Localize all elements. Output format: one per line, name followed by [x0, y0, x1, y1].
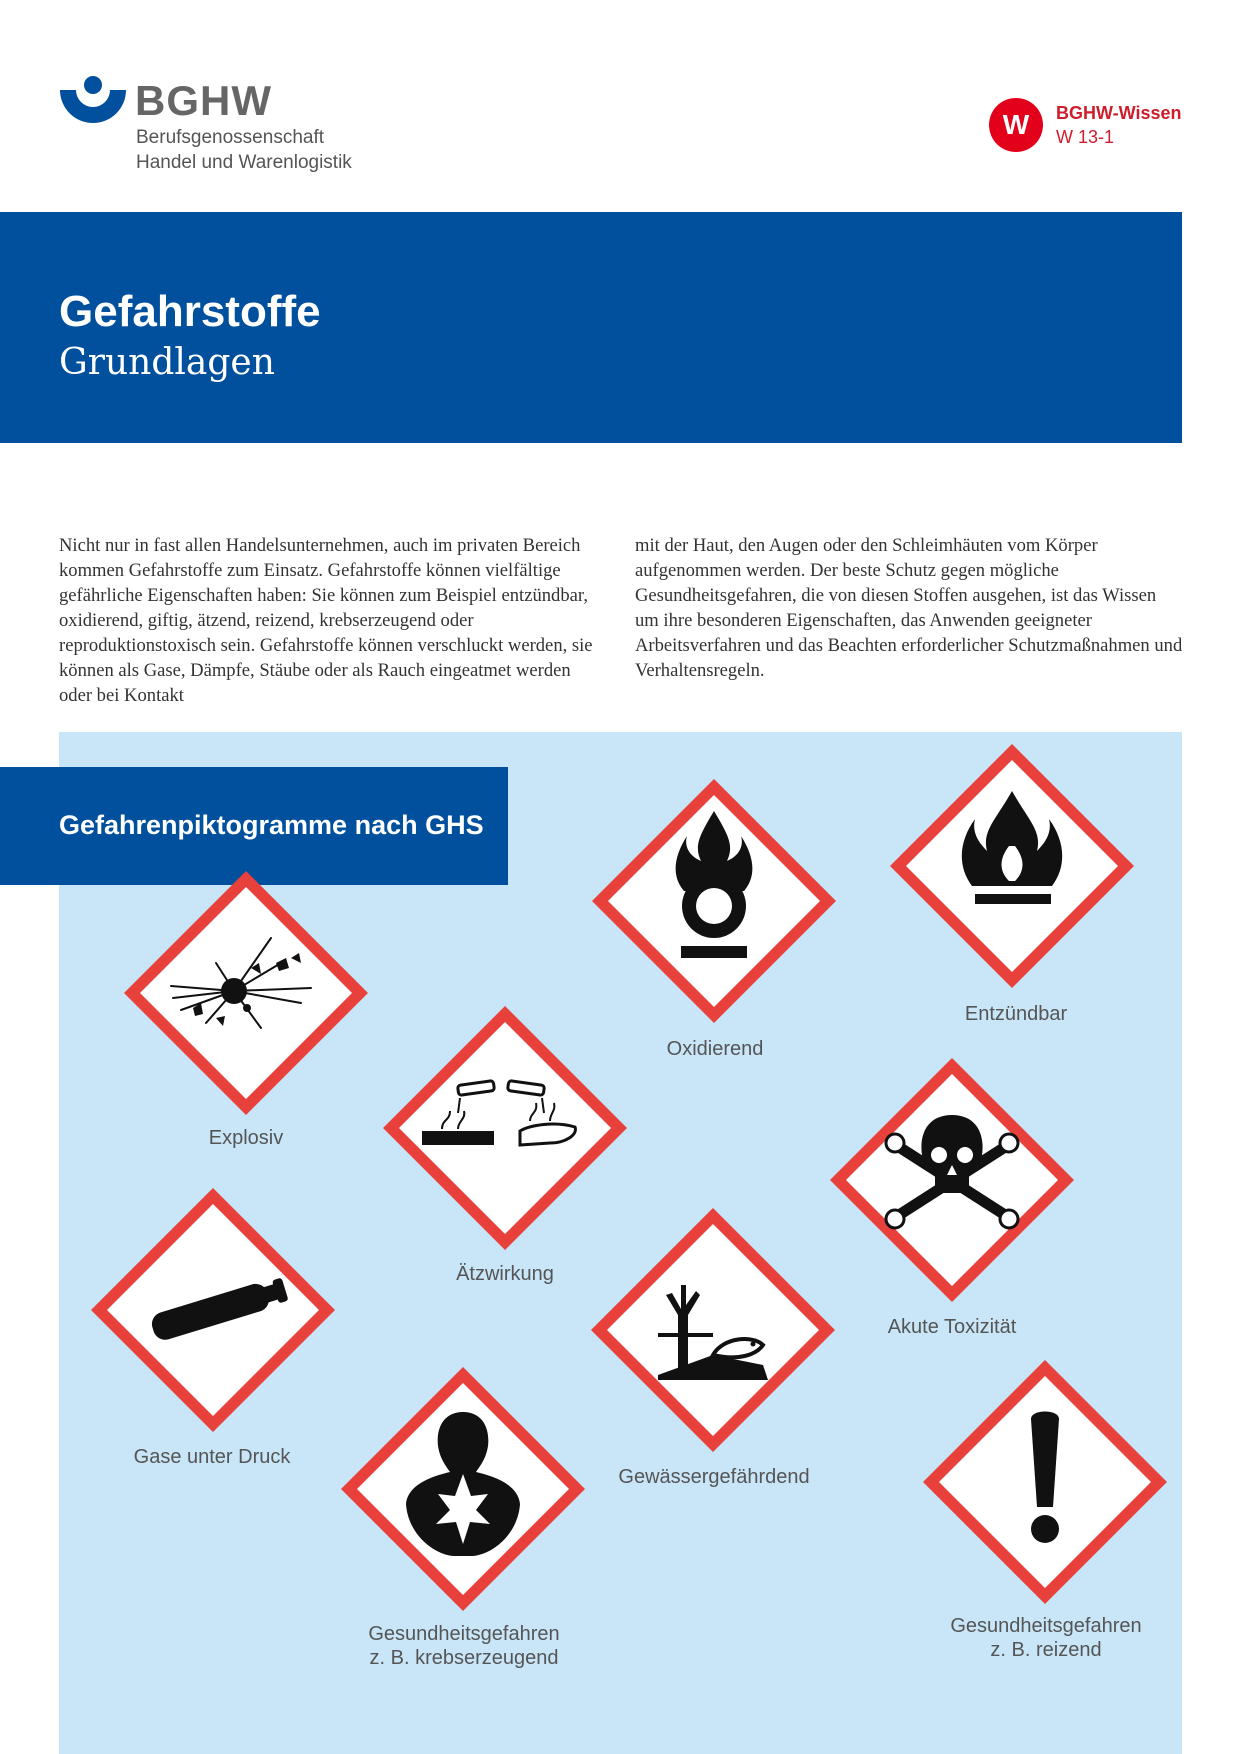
label-corrosive: Ätzwirkung [456, 1263, 554, 1285]
ghs-health-hazard-pictogram [338, 1364, 588, 1614]
label-aquatic-hazard: Gewässergefährdend [618, 1466, 810, 1488]
ghs-exclamation-pictogram [920, 1357, 1170, 1607]
health-hazard-icon [338, 1364, 588, 1614]
ghs-toxic-pictogram [827, 1055, 1077, 1305]
page-title: Gefahrstoffe [59, 287, 321, 336]
intro-column-right [635, 533, 1183, 683]
dead-tree-fish-icon [588, 1205, 838, 1455]
wissen-badge-icon: W [989, 98, 1043, 152]
label-flammable: Entzündbar [964, 1003, 1068, 1025]
intro-column-left [59, 533, 607, 708]
ghs-oxidizing-pictogram [589, 776, 839, 1026]
label-irritant-line1: Gesundheitsgefahren [950, 1615, 1142, 1637]
gas-cylinder-icon [88, 1185, 338, 1435]
label-health-hazard-line2: z. B. krebserzeugend [369, 1647, 559, 1669]
label-irritant-line2: z. B. reizend [990, 1639, 1102, 1661]
label-gas-under-pressure: Gase unter Druck [133, 1446, 291, 1468]
ghs-gas-cylinder-pictogram [88, 1185, 338, 1435]
flame-icon [887, 741, 1137, 991]
ghs-environment-pictogram [588, 1205, 838, 1455]
section-title: Gefahrenpiktogramme nach GHS [59, 810, 484, 840]
ghs-explosive-pictogram [121, 868, 371, 1118]
flame-over-circle-icon [589, 776, 839, 1026]
badge-title: BGHW-Wissen [1056, 103, 1182, 123]
badge-code: W 13-1 [1056, 127, 1115, 147]
page-subtitle: Grundlagen [59, 342, 275, 383]
intro-paragraph-right: mit der Haut, den Augen oder den Schleimhäuten vom Körper aufgenommen werden. Der beste Schutz gegen mögliche Gesundheitsgefahren, die von diesen Stoffen ausgehen, ist das Wissen um ihre besonderen Eigenschaften, das Anwenden geeigneter Arbeitsverfahren und das Beachten erforderlicher Schutzmaßnahmen und Verhaltensregeln. [635, 535, 1183, 681]
intro-paragraph-left: Nicht nur in fast allen Handelsunternehmen, auch im privaten Bereich kommen Gefahrstoffe zum Einsatz. Gefahrstoffe können vielfältige gefährliche Eigenschaften haben: Sie können zum Beispiel entzündbar, oxidierend, giftig, ätzend, reizend, krebserzeugend oder reproduktionstoxisch sein. Gefahrstoffe können verschluckt werden, sie können als Gase, Dämpfe, Stäube oder als Rauch eingeatmet werden oder bei Kontakt [59, 535, 593, 706]
label-health-hazard-line1: Gesundheitsgefahren [368, 1623, 560, 1645]
label-oxidizing: Oxidierend [666, 1038, 764, 1060]
label-explosive: Explosiv [208, 1127, 284, 1149]
logo-subtitle-line2: Handel und Warenlogistik [136, 152, 352, 173]
skull-crossbones-icon [827, 1055, 1077, 1305]
logo-subtitle-line1: Berufsgenossenschaft [136, 127, 325, 148]
label-acute-toxicity: Akute Toxizität [887, 1316, 1017, 1338]
ghs-flammable-pictogram [887, 741, 1137, 991]
logo-name: BGHW [135, 77, 272, 124]
explosive-icon [121, 868, 371, 1118]
bghw-logo-icon [58, 76, 128, 126]
exclamation-mark-icon [920, 1357, 1170, 1607]
